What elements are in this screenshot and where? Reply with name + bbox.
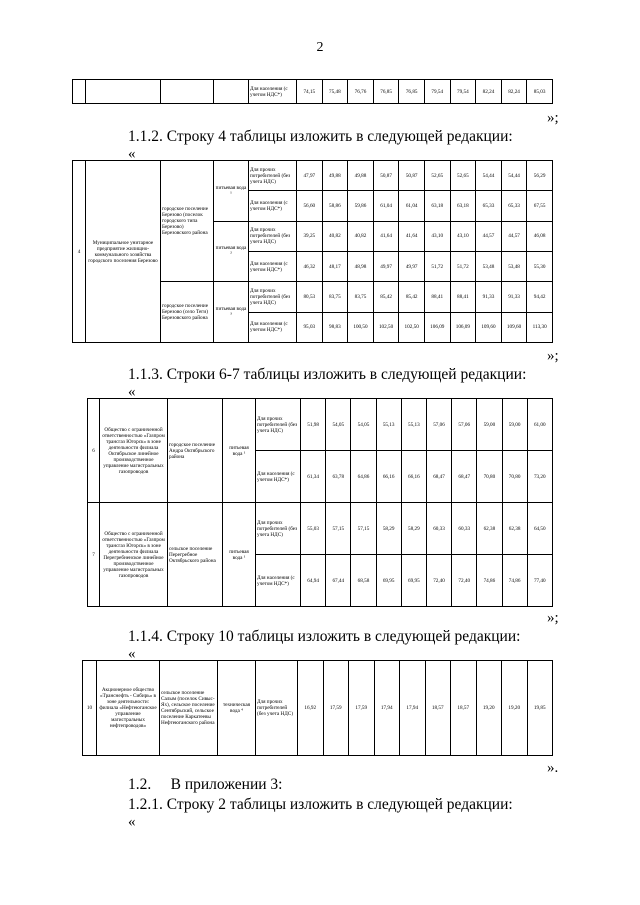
tariff-value-cell: 56,60 [297, 191, 323, 221]
tariff-value-cell: 50,87 [399, 161, 425, 191]
tariff-value-cell: 113,30 [527, 312, 553, 342]
table-cell: Для населения (с учетом НДС*) [249, 191, 297, 221]
tariff-value-cell: 57,06 [452, 399, 477, 451]
tariff-value-cell: 57,06 [426, 399, 451, 451]
tariff-value-cell: 19,20 [476, 661, 502, 756]
tariff-value-cell: 66,16 [376, 451, 401, 503]
table-row [73, 80, 553, 104]
tariff-value-cell: 46,32 [297, 251, 323, 281]
tariff-value-cell: 47,97 [297, 161, 323, 191]
table-rows-6-7 [87, 398, 553, 607]
tariff-value-cell: 68,47 [452, 451, 477, 503]
table-cell: Для населения (с учетом НДС*) [249, 312, 297, 342]
tariff-value-cell: 43,10 [424, 221, 450, 251]
territory-cell: сельское поселение Салым (поселок Сивыс-Ях), сельское поселение Сентябрьский, сельское поселение Каркатеевы Нефтеюганского района [160, 661, 218, 756]
table-cell: 6 [88, 399, 100, 503]
tariff-value-cell: 74,86 [502, 555, 527, 607]
tariff-value-cell: 95,03 [297, 312, 323, 342]
tariff-value-cell: 43,10 [450, 221, 476, 251]
tariff-value-cell: 73,20 [527, 451, 552, 503]
tariff-value-cell: 46,08 [527, 221, 553, 251]
opening-quote: « [128, 646, 136, 662]
tariff-value-cell: 49,88 [348, 161, 374, 191]
tariff-value-cell: 19,20 [502, 661, 528, 756]
tariff-value-cell: 79,54 [450, 80, 476, 104]
tariff-value-cell: 63,78 [326, 451, 351, 503]
page-number: 2 [316, 40, 324, 55]
table-row-fragment [72, 79, 553, 104]
tariff-value-cell: 51,72 [424, 251, 450, 281]
table-cell: питьевая вода ¹ [214, 161, 249, 222]
tariff-value-cell: 64,94 [301, 555, 326, 607]
closing-quote: »; [547, 110, 559, 126]
tariff-value-cell: 82,24 [501, 80, 527, 104]
tariff-value-cell: 98,83 [322, 312, 348, 342]
org-cell: Акционерное общество «Транснефть - Сибирь» в зоне деятельности: филиала «Нефтеюганское управление магистральных нефтепроводов» [97, 661, 160, 756]
tariff-value-cell: 58,29 [376, 503, 401, 555]
table-cell: 7 [88, 503, 100, 607]
heading-1-1-3: 1.1.3. Строки 6-7 таблицы изложить в следующей редакции: [128, 366, 527, 383]
tariff-value-cell: 62,38 [502, 503, 527, 555]
tariff-value-cell: 58,86 [322, 191, 348, 221]
tariff-value-cell: 61,34 [301, 451, 326, 503]
tariff-value-cell: 61,04 [373, 191, 399, 221]
tariff-value-cell: 56,29 [527, 161, 553, 191]
tariff-value-cell: 57,15 [326, 503, 351, 555]
tariff-value-cell: 53,48 [501, 251, 527, 281]
tariff-value-cell: 72,40 [452, 555, 477, 607]
heading-1-1-4: 1.1.4. Строку 10 таблицы изложить в следующей редакции: [128, 628, 521, 645]
tariff-value-cell: 67,44 [326, 555, 351, 607]
tariff-value-cell: 83,75 [322, 282, 348, 312]
table-row [88, 503, 553, 555]
tariff-value-cell: 44,57 [476, 221, 502, 251]
table-cell: Для населения (с учетом НДС*) [256, 451, 301, 503]
tariff-value-cell: 17,94 [374, 661, 400, 756]
table-cell: Для прочих потребителей (без учета НДС) [256, 503, 301, 555]
tariff-value-cell: 76,76 [348, 80, 374, 104]
tariff-value-cell: 65,33 [501, 191, 527, 221]
tariff-value-cell: 48,98 [348, 251, 374, 281]
tariff-value-cell: 82,24 [476, 80, 502, 104]
opening-quote: « [128, 146, 136, 162]
tariff-value-cell: 40,82 [322, 221, 348, 251]
closing-quote: »; [547, 348, 559, 364]
table-cell: Для населения (с учетом НДС*) [249, 251, 297, 281]
table-cell: Для прочих потребителей (без учета НДС) [249, 221, 297, 251]
tariff-value-cell: 64,86 [351, 451, 376, 503]
tariff-value-cell: 68,58 [351, 555, 376, 607]
table-cell: 4 [73, 161, 86, 343]
tariff-value-cell: 19,85 [527, 661, 553, 756]
consumer-cell: Для населения (с учетом НДС*) [249, 80, 297, 104]
tariff-value-cell: 68,47 [426, 451, 451, 503]
tariff-value-cell: 85,42 [399, 282, 425, 312]
tariff-value-cell: 49,97 [373, 251, 399, 281]
tariff-value-cell: 40,82 [348, 221, 374, 251]
territory-cell: городское поселение Березово (село Теги) Березовского района [161, 282, 214, 343]
tariff-value-cell: 54,05 [351, 399, 376, 451]
tariff-value-cell: 66,16 [401, 451, 426, 503]
tariff-value-cell: 44,57 [501, 221, 527, 251]
tariff-value-cell: 62,38 [477, 503, 502, 555]
tariff-value-cell: 106,09 [450, 312, 476, 342]
tariff-value-cell: 83,75 [348, 282, 374, 312]
tariff-value-cell: 52,65 [450, 161, 476, 191]
tariff-value-cell: 70,80 [502, 451, 527, 503]
heading-1-1-2: 1.1.2. Строку 4 таблицы изложить в следующей редакции: [128, 128, 513, 145]
heading-1-2-1: 1.2.1. Строку 2 таблицы изложить в следующей редакции: [128, 796, 513, 813]
tariff-value-cell: 51,98 [301, 399, 326, 451]
tariff-value-cell: 102,50 [373, 312, 399, 342]
tariff-value-cell: 109,60 [501, 312, 527, 342]
tariff-value-cell: 18,57 [425, 661, 451, 756]
tariff-value-cell: 69,95 [376, 555, 401, 607]
table-cell: Для прочих потребителей (без учета НДС) [249, 161, 297, 191]
table-cell: 10 [83, 661, 97, 756]
org-cell: Муниципальное унитарное предприятие жилищно-коммунального хозяйства городского поселения Березово [86, 161, 161, 343]
table-row [88, 399, 553, 451]
tariff-value-cell: 72,40 [426, 555, 451, 607]
tariff-value-cell: 50,87 [373, 161, 399, 191]
table-cell: питьевая вода ¹ [223, 503, 256, 607]
table-row [83, 661, 553, 756]
opening-quote: « [128, 384, 136, 400]
tariff-value-cell: 67,55 [527, 191, 553, 221]
tariff-value-cell: 55,30 [527, 251, 553, 281]
tariff-value-cell: 55,13 [401, 399, 426, 451]
table-cell: питьевая вода ¹ [223, 399, 256, 503]
table-cell: питьевая вода ² [214, 221, 249, 282]
org-cell: Общество с ограниченной ответственностью «Газпром трансгаз Югорск» в зоне деятельности филиала Перегребненское линейное производственное управление магистральных газопроводов [100, 503, 168, 607]
tariff-value-cell: 39,25 [297, 221, 323, 251]
tariff-value-cell: 65,33 [476, 191, 502, 221]
tariff-value-cell: 54,05 [326, 399, 351, 451]
tariff-value-cell: 100,50 [348, 312, 374, 342]
tariff-value-cell: 61,04 [399, 191, 425, 221]
tariff-value-cell: 54,44 [501, 161, 527, 191]
tariff-value-cell: 91,33 [476, 282, 502, 312]
tariff-value-cell: 77,40 [527, 555, 552, 607]
tariff-value-cell: 18,57 [451, 661, 477, 756]
tariff-value-cell: 94,42 [527, 282, 553, 312]
tariff-value-cell: 74,15 [297, 80, 323, 104]
tariff-value-cell: 48,17 [322, 251, 348, 281]
tariff-value-cell: 59,86 [348, 191, 374, 221]
tariff-value-cell: 52,65 [424, 161, 450, 191]
tariff-value-cell: 88,41 [424, 282, 450, 312]
tariff-value-cell: 57,15 [351, 503, 376, 555]
tariff-value-cell: 80,53 [297, 282, 323, 312]
tariff-value-cell: 55,03 [301, 503, 326, 555]
tariff-value-cell: 79,54 [424, 80, 450, 104]
tariff-value-cell: 60,33 [426, 503, 451, 555]
table-row [73, 161, 553, 191]
tariff-value-cell: 102,50 [399, 312, 425, 342]
territory-cell: сельское поселение Перегребное Октябрьского района [168, 503, 223, 607]
territory-cell: городское поселение Андра Октябрьского района [168, 399, 223, 503]
tariff-value-cell: 17,59 [323, 661, 349, 756]
tariff-value-cell: 59,00 [477, 399, 502, 451]
table-cell: техническая вода ⁴ [218, 661, 256, 756]
closing-quote: »; [547, 610, 559, 626]
tariff-value-cell: 16,92 [298, 661, 324, 756]
tariff-value-cell: 59,00 [502, 399, 527, 451]
tariff-value-cell: 70,80 [477, 451, 502, 503]
tariff-value-cell: 63,18 [424, 191, 450, 221]
tariff-value-cell: 54,44 [476, 161, 502, 191]
tariff-value-cell: 49,97 [399, 251, 425, 281]
tariff-value-cell: 76,85 [373, 80, 399, 104]
tariff-value-cell: 85,42 [373, 282, 399, 312]
table-cell: Для прочих потребителей (без учета НДС) [256, 661, 298, 756]
tariff-value-cell: 109,60 [476, 312, 502, 342]
tariff-value-cell: 106,09 [424, 312, 450, 342]
tariff-value-cell: 75,48 [322, 80, 348, 104]
tariff-value-cell: 55,13 [376, 399, 401, 451]
table-cell: Для населения (с учетом НДС*) [256, 555, 301, 607]
tariff-value-cell: 49,88 [322, 161, 348, 191]
tariff-value-cell: 17,59 [349, 661, 375, 756]
tariff-value-cell: 85,03 [527, 80, 553, 104]
table-row-10 [82, 660, 553, 756]
tariff-value-cell: 74,86 [477, 555, 502, 607]
tariff-value-cell: 88,41 [450, 282, 476, 312]
tariff-value-cell: 58,29 [401, 503, 426, 555]
tariff-value-cell: 63,18 [450, 191, 476, 221]
tariff-value-cell: 53,48 [476, 251, 502, 281]
opening-quote: « [128, 814, 136, 830]
tariff-value-cell: 51,72 [450, 251, 476, 281]
tariff-value-cell: 41,64 [373, 221, 399, 251]
table-row-4 [72, 160, 553, 343]
tariff-value-cell: 60,33 [452, 503, 477, 555]
closing-quote: ». [547, 760, 559, 776]
table-cell: питьевая вода ³ [214, 282, 249, 343]
tariff-value-cell: 76,85 [399, 80, 425, 104]
territory-cell: городское поселение Березово (поселок городского типа Березово) Березовского района [161, 161, 214, 282]
tariff-value-cell: 69,95 [401, 555, 426, 607]
tariff-value-cell: 91,33 [501, 282, 527, 312]
heading-1-2: 1.2. В приложении 3: [128, 776, 283, 793]
tariff-value-cell: 17,94 [400, 661, 426, 756]
table-cell: Для прочих потребителей (без учета НДС) [249, 282, 297, 312]
table-cell: Для прочих потребителей (без учета НДС) [256, 399, 301, 451]
tariff-value-cell: 41,64 [399, 221, 425, 251]
org-cell: Общество с ограниченной ответственностью «Газпром трансгаз Югорск» в зоне деятельности филиала Октябрьское линейное производственное управление магистральных газопроводов [100, 399, 168, 503]
tariff-value-cell: 64,50 [527, 503, 552, 555]
tariff-value-cell: 61,00 [527, 399, 552, 451]
